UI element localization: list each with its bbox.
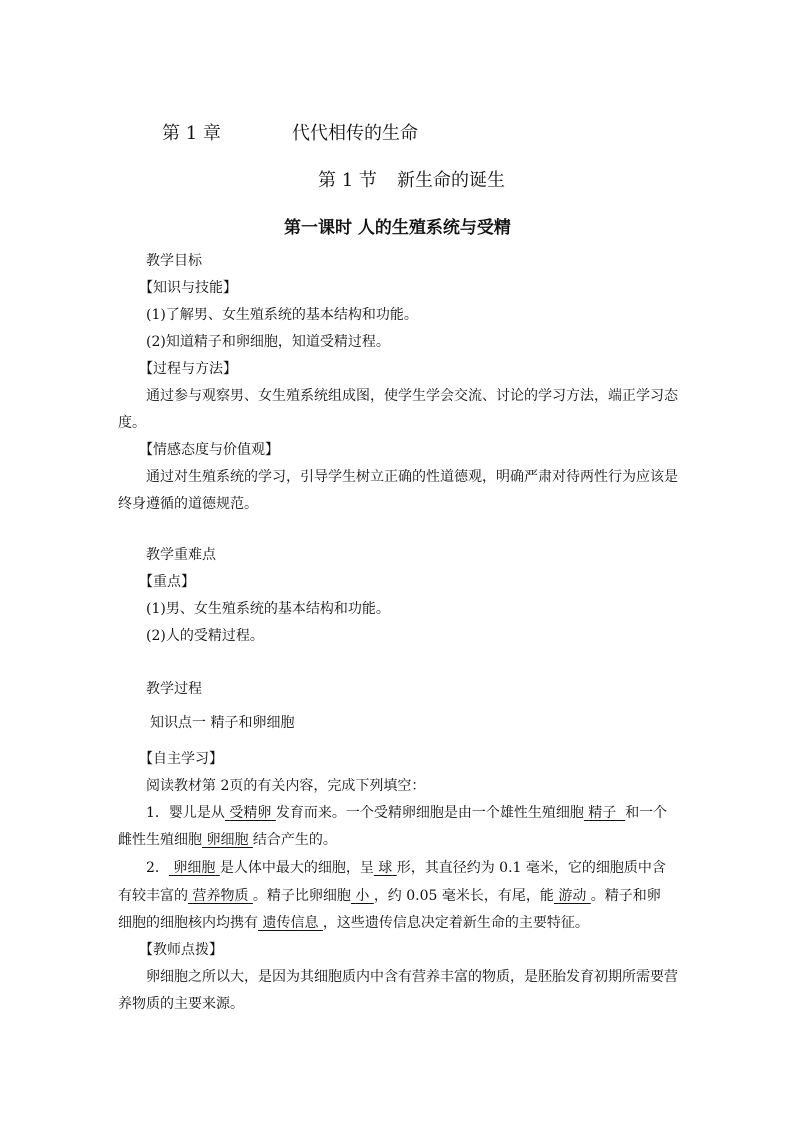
focus-item-1: (1)男、女生殖系统的基本结构和功能。 — [146, 601, 390, 617]
question-2-line-3 — [118, 913, 589, 933]
q1-text-d: 和一个 — [625, 805, 668, 821]
q2-text-c: 是人体中最大的细胞，呈 — [219, 860, 374, 876]
q1-text-c: 发育而来。一个受精卵细胞是由一个雄性生殖细胞 — [275, 805, 584, 821]
q1-text-f: 结合产生的。 — [252, 832, 337, 848]
q2-answer-small: 小 — [355, 888, 370, 904]
q2-answer-nutrients: 营养物质 — [192, 888, 249, 904]
question-2-line-1 — [146, 858, 666, 878]
q1-answer-zygote: 受精卵 — [229, 805, 272, 821]
process-line-2: 度。 — [118, 415, 146, 431]
emotion-line-1: 通过对生殖系统的学习，引导学生树立正确的性道德观，明确严肃对待两性行为应该是 — [146, 469, 678, 485]
q2-text-a: 2． — [146, 860, 169, 876]
question-1-line-2 — [118, 830, 337, 850]
question-1-line-1 — [146, 803, 667, 823]
q2-text-f: 。精子比卵细胞 — [252, 888, 351, 904]
q2-text-d: 形，其直径约为 0.1 毫米，它的细胞质中含 — [396, 860, 666, 876]
section-title: 新生命的诞生 — [397, 170, 505, 191]
self-study-heading: 【自主学习】 — [139, 751, 223, 767]
q1-text-e: 雌性生殖细胞 — [118, 832, 202, 848]
lesson-title: 第一课时 人的生殖系统与受精 — [284, 218, 511, 238]
emotion-heading: 【情感态度与价值观】 — [139, 442, 279, 458]
question-2-line-2 — [118, 886, 661, 906]
knowledge-item-2: (2)知道精子和卵细胞，知道受精过程。 — [146, 334, 390, 350]
q2-text-e: 有较丰富的 — [118, 888, 188, 904]
q2-answer-swim: 游动 — [558, 888, 587, 904]
q1-answer-egg: 卵细胞 — [206, 832, 249, 848]
chapter-label: 第 1 章 — [162, 123, 221, 144]
chapter-title: 代代相传的生命 — [292, 123, 418, 144]
q2-text-h: 。精子和卵 — [590, 888, 661, 904]
process-section-heading: 教学过程 — [146, 681, 202, 697]
focus-heading: 【重点】 — [139, 574, 195, 590]
q2-answer-genetic-info: 遗传信息 — [262, 915, 319, 931]
knowledge-point-title: 知识点一 精子和卵细胞 — [150, 715, 295, 731]
knowledge-heading: 【知识与技能】 — [139, 280, 237, 296]
q1-answer-sperm: 精子 — [588, 805, 617, 821]
q2-answer-egg: 卵细胞 — [173, 860, 216, 876]
teacher-tip-heading: 【教师点拨】 — [139, 942, 223, 958]
q1-text-a: 1．婴儿是从 — [146, 805, 225, 821]
q2-text-j: ，这些遗传信息决定着新生命的主要特征。 — [322, 915, 589, 931]
self-study-intro: 阅读教材第 2页的有关内容，完成下列填空： — [146, 778, 426, 794]
emotion-line-2: 终身遵循的道德规范。 — [118, 496, 258, 512]
q2-text-g: ，约 0.05 毫米长，有尾，能 — [373, 888, 554, 904]
q2-answer-sphere: 球 — [378, 860, 393, 876]
teacher-tip-line-1: 卵细胞之所以大，是因为其细胞质内中含有营养丰富的物质，是胚胎发育初期所需要营 — [146, 969, 678, 985]
keypoints-heading: 教学重难点 — [146, 547, 216, 563]
process-line-1: 通过参与观察男、女生殖系统组成图，使学生学会交流、讨论的学习方法，端正学习态 — [146, 388, 678, 404]
knowledge-item-1: (1)了解男、女生殖系统的基本结构和功能。 — [146, 307, 418, 323]
focus-item-2: (2)人的受精过程。 — [146, 628, 264, 644]
process-heading: 【过程与方法】 — [139, 361, 237, 377]
goals-heading: 教学目标 — [146, 253, 202, 269]
section-label: 第 1 节 — [318, 170, 377, 191]
teacher-tip-line-2: 养物质的主要来源。 — [118, 996, 244, 1012]
q2-text-i: 细胞的细胞核内均携有 — [118, 915, 258, 931]
